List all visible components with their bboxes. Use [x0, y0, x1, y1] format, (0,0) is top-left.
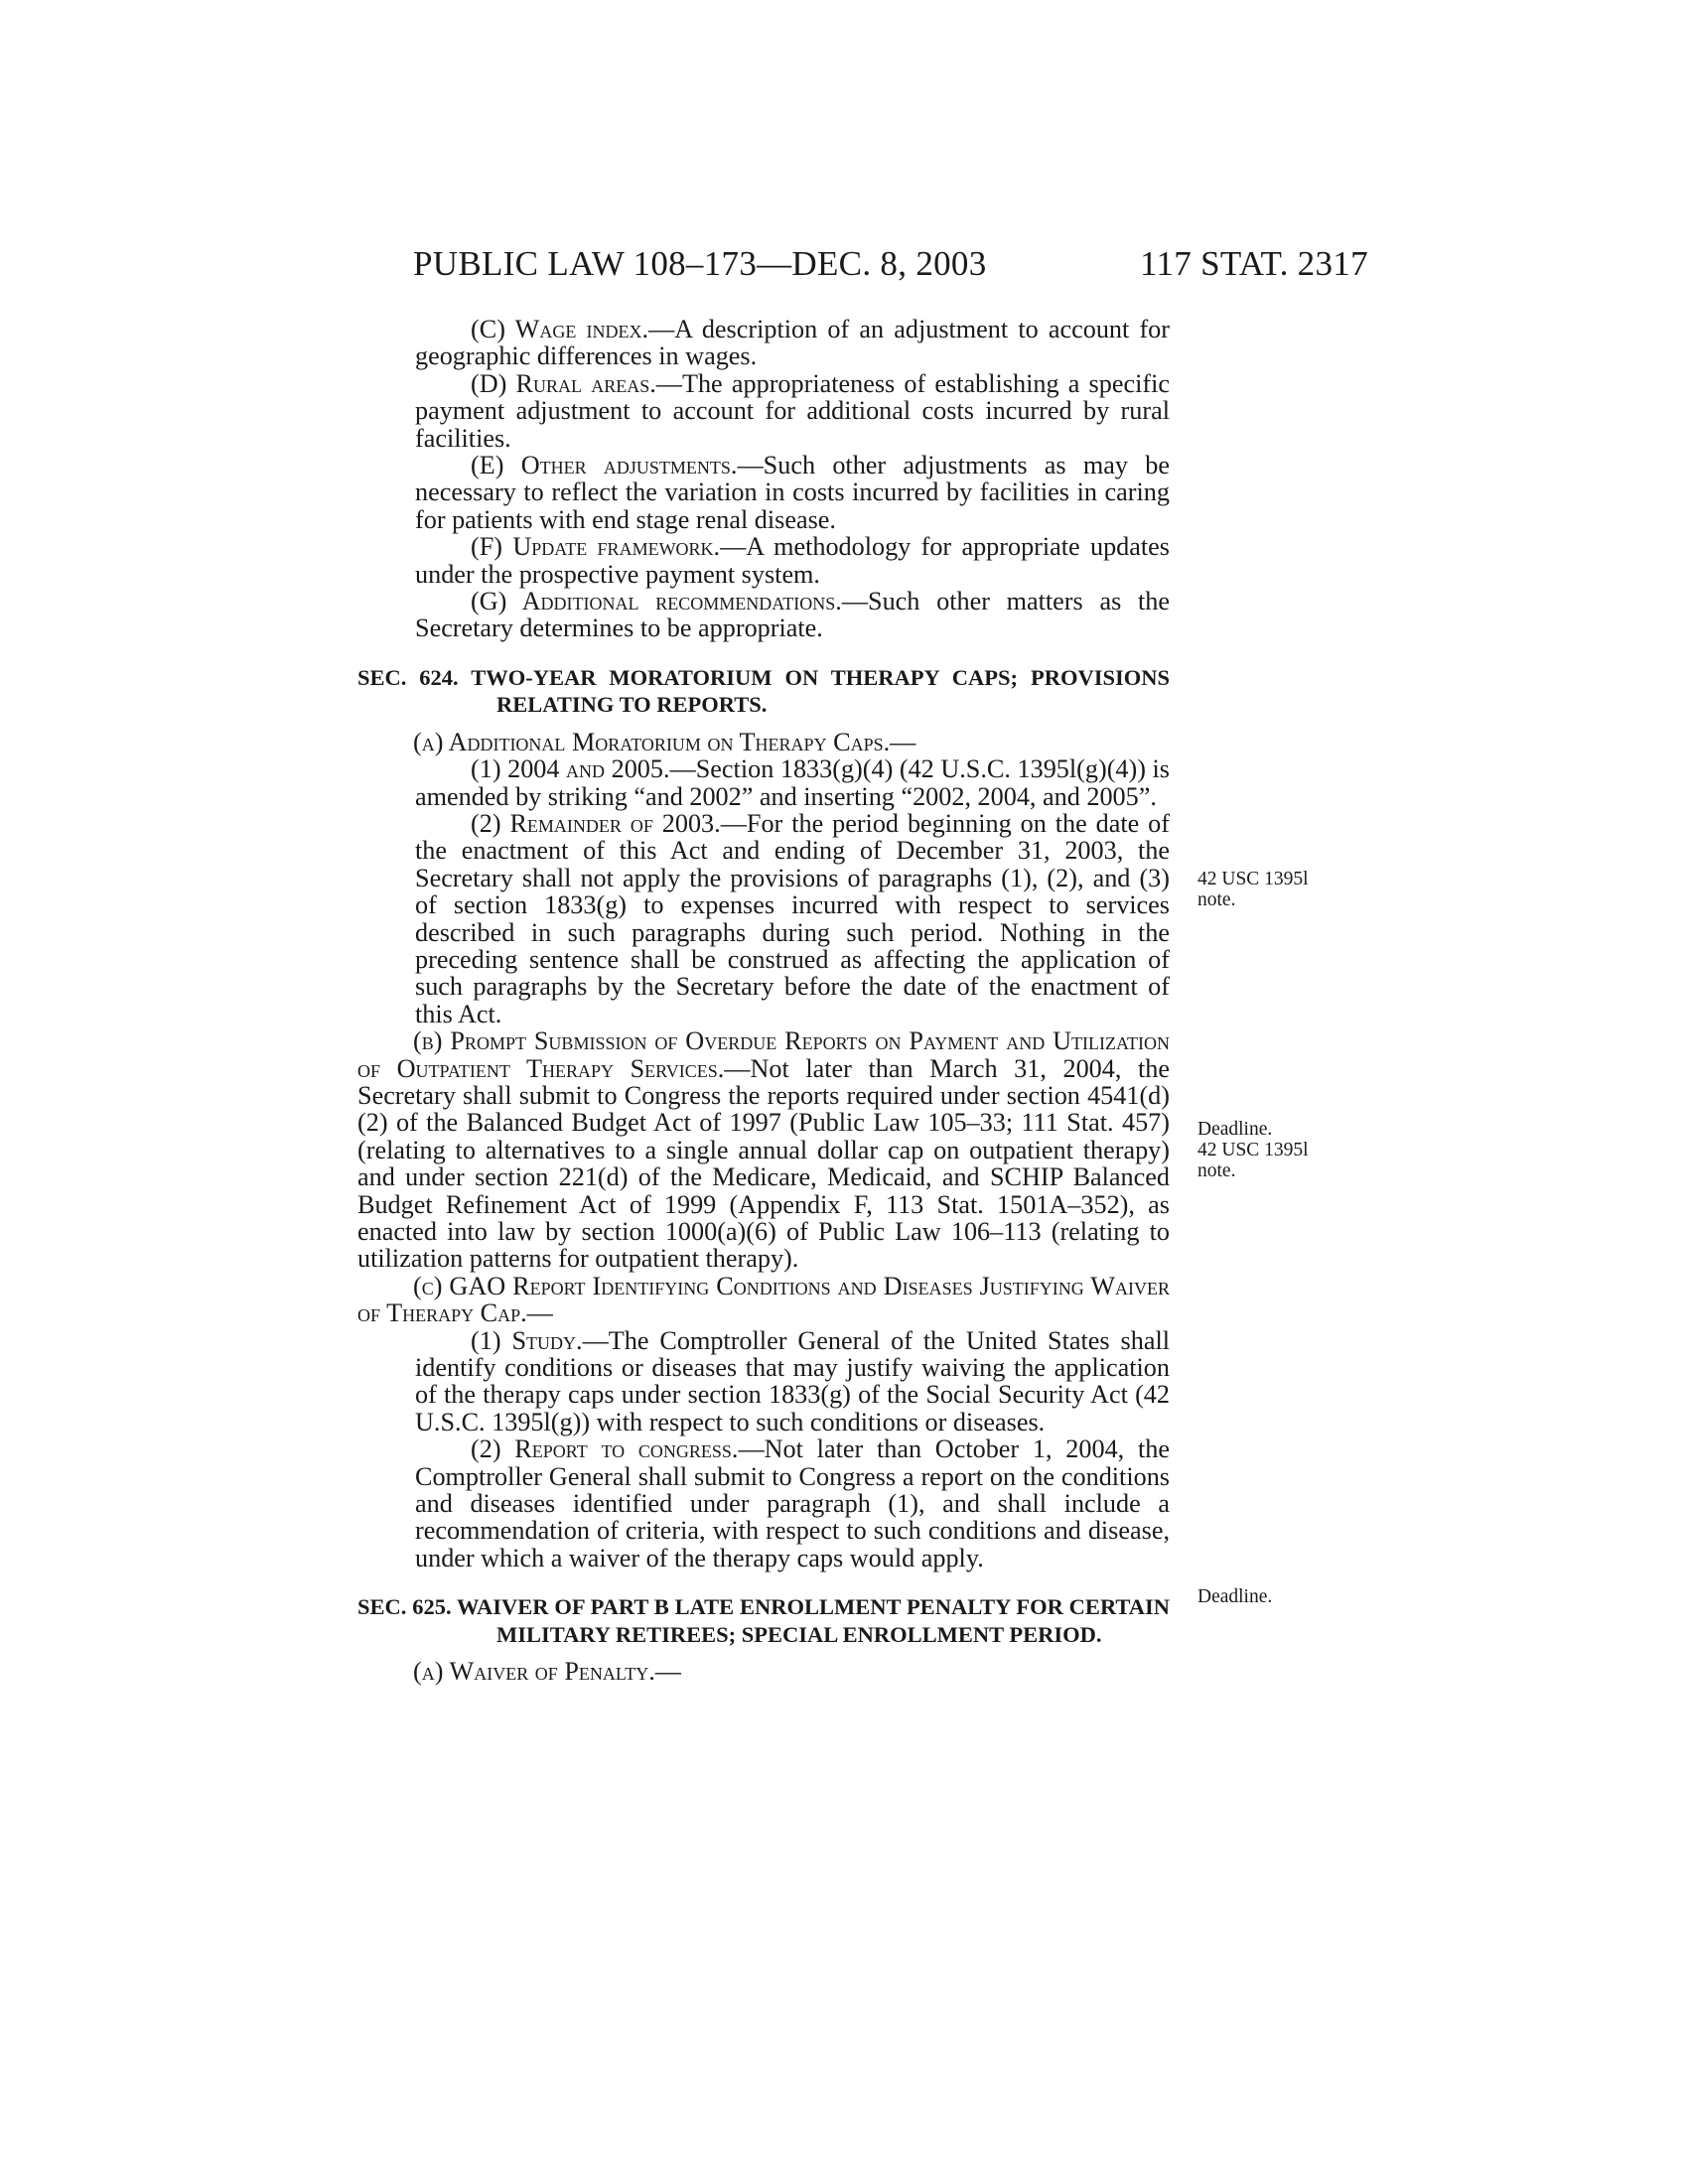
margin-note-line: Deadline.	[1197, 1119, 1273, 1140]
paragraph-heading: (a) Additional Moratorium on Therapy Caps.	[413, 727, 891, 756]
paragraph-text: —Such other adjustments as may be necessary to reflect the variation in costs incurred by facilities in caring for patients with end stage renal disease.	[415, 451, 1170, 534]
paragraph-text: —A methodology for appropriate updates under the prospective payment system.	[415, 532, 1170, 589]
margin-note-line: Deadline.	[1197, 1586, 1273, 1607]
paragraph-a2-remainder-of-2003	[415, 810, 1170, 1027]
margin-note-line: note.	[1197, 889, 1236, 910]
paragraph-f-update-framework	[415, 533, 1170, 588]
paragraph-b-prompt-submission	[357, 1027, 1170, 1273]
paragraph-heading: (G) Additional recommendations.	[471, 587, 842, 616]
paragraph-heading: (1) Study.	[471, 1325, 583, 1355]
paragraph-c-gao-report	[357, 1273, 1170, 1327]
paragraph-c-wage-index	[415, 316, 1170, 370]
margin-note-line: 42 USC 1395l	[1197, 869, 1309, 889]
margin-note-line: note.	[1197, 1160, 1236, 1181]
paragraph-text: —A description of an adjustment to account for geographic differences in wages.	[415, 315, 1170, 371]
paragraph-e-other-adjustments	[415, 452, 1170, 533]
paragraph-d-rural-areas	[415, 370, 1170, 452]
paragraph-heading: (E) Other adjustments.	[471, 451, 738, 480]
paragraph-heading: (b) Prompt Submission of Overdue Reports on Payment and Utilization of Outpatient Therapy Services.	[357, 1026, 1170, 1083]
paragraph-heading: (a) Waiver of Penalty.	[413, 1657, 655, 1687]
paragraph-text: —The Comptroller General of the United States shall identify conditions or diseases that may justify waiving the application of the therapy caps under section 1833(g) of the Social Security Act (42 U.S.C. 1395l(g)) with respect to such conditions or diseases.	[415, 1325, 1170, 1436]
section-624-heading: SEC. 624. TWO-YEAR MORATORIUM ON THERAPY CAPS; PROVISIONS RELATING TO REPORTS.	[357, 664, 1170, 718]
paragraph-heading: (D) Rural areas.	[471, 368, 656, 398]
paragraph-a1-2004-and-2005	[415, 755, 1170, 810]
paragraph-c1-study	[415, 1327, 1170, 1436]
margin-note-usc-1	[1197, 869, 1309, 910]
paragraph-heading: (2) Report to congress.	[471, 1434, 739, 1464]
paragraph-text: —Not later than March 31, 2004, the Secretary shall submit to Congress the reports required under section 4541(d)(2) of the Balanced Budget Act of 1997 (Public Law 105–33; 111 Stat. 457) (relating to alternatives to a single annual dollar cap on outpatient therapy) and under section 221(d) of the Medicare, Medicaid, and SCHIP Balanced Budget Refinement Act of 1999 (Appendix F, 113 Stat. 1501A–352), as enacted into law by section 1000(a)(6) of Public Law 106–113 (relating to utilization patterns for outpatient therapy).	[357, 1053, 1171, 1274]
margin-note-deadline-usc	[1197, 1119, 1309, 1181]
running-header-statute-page: 117 STAT. 2317	[1140, 244, 1368, 283]
paragraph-heading: (1) 2004 and 2005.	[471, 754, 670, 784]
paragraph-heading: (F) Update framework.	[471, 532, 721, 562]
paragraph-text: —The appropriateness of establishing a specific payment adjustment to account for additional costs incurred by rural facilities.	[415, 368, 1170, 453]
margin-note-deadline	[1197, 1586, 1272, 1607]
paragraph-text: —Section 1833(g)(4) (42 U.S.C. 1395l(g)(4)) is amended by striking “and 2002” and inserting “2002, 2004, and 2005”.	[415, 754, 1170, 811]
section-625-heading: SEC. 625. WAIVER OF PART B LATE ENROLLMENT PENALTY FOR CERTAIN MILITARY RETIREES; SPECIAL ENROLLMENT PERIOD.	[357, 1594, 1170, 1647]
paragraph-g-additional-recommendations	[415, 588, 1170, 642]
paragraph-text: —For the period beginning on the date of the enactment of this Act and ending of December 31, 2003, the Secretary shall not apply the provisions of paragraphs (1), (2), and (3) of section 1833(g) to expenses incurred with respect to services described in such paragraphs during such period. Nothing in the preceding sentence shall be construed as affecting the application of such paragraphs by the Secretary before the date of the enactment of this Act.	[415, 808, 1170, 1028]
body-text-column	[357, 316, 1170, 1686]
margin-note-line: 42 USC 1395l	[1197, 1140, 1309, 1160]
paragraph-heading: (C) Wage index.	[471, 315, 649, 343]
paragraph-text: —Such other matters as the Secretary determines to be appropriate.	[415, 587, 1170, 643]
paragraph-text: —	[654, 1657, 681, 1687]
paragraph-c2-report-to-congress	[415, 1435, 1170, 1571]
paragraph-text: —	[526, 1298, 553, 1328]
paragraph-heading: (c) GAO Report Identifying Conditions and Diseases Justifying Waiver of Therapy Cap.	[357, 1271, 1170, 1328]
paragraph-heading: (2) Remainder of 2003.	[471, 808, 721, 838]
paragraph-text: —Not later than October 1, 2004, the Comptroller General shall submit to Congress a report on the conditions and diseases identified under paragraph (1), and shall include a recommendation of criteria, with respect to such conditions and disease, under which a waiver of the therapy caps would apply.	[415, 1434, 1170, 1572]
running-header-title: PUBLIC LAW 108–173—DEC. 8, 2003	[413, 244, 987, 283]
paragraph-a-additional-moratorium	[357, 729, 1170, 755]
paragraph-a-waiver-of-penalty	[357, 1658, 1170, 1685]
paragraph-text: —	[890, 727, 916, 756]
